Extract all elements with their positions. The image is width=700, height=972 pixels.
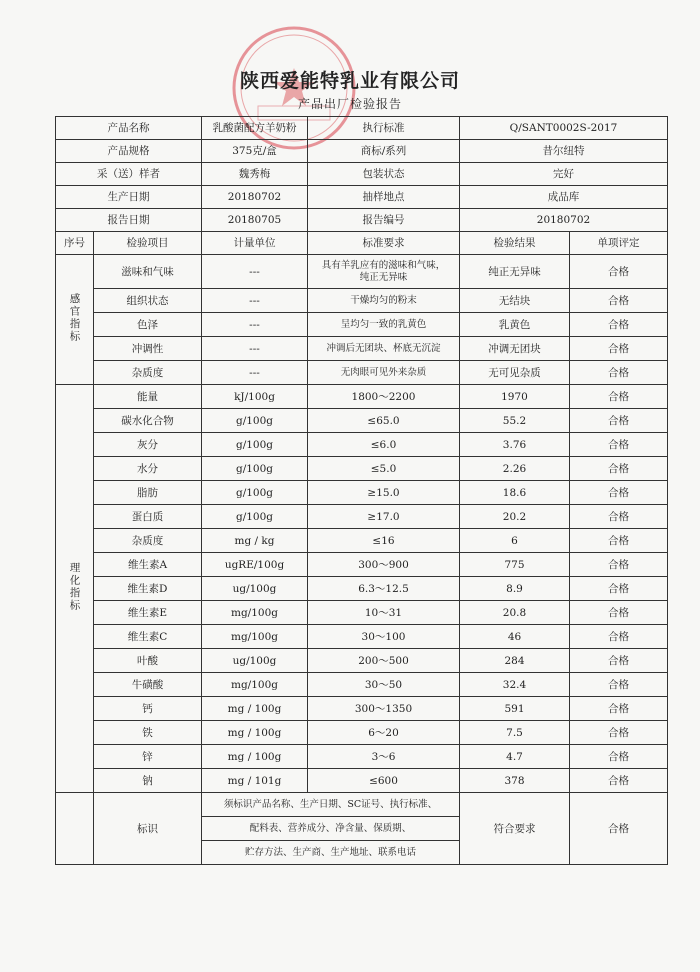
item-cell: 蛋白质: [94, 505, 202, 529]
unit-cell: g/100g: [202, 409, 308, 433]
unit-cell: ---: [202, 337, 308, 361]
result-cell: 1970: [460, 385, 570, 409]
unit-cell: ---: [202, 361, 308, 385]
requirement-cell: 无肉眼可见外来杂质: [308, 361, 460, 385]
requirement-line-1: 须标识产品名称、生产日期、SC证号、执行标准、: [202, 793, 460, 817]
result-cell: 775: [460, 553, 570, 577]
requirement-cell: ≥17.0: [308, 505, 460, 529]
evaluation-cell: 合格: [570, 721, 668, 745]
evaluation-cell: 合格: [570, 433, 668, 457]
unit-cell: ---: [202, 255, 308, 289]
evaluation-cell: 合格: [570, 697, 668, 721]
unit-cell: g/100g: [202, 457, 308, 481]
unit-cell: g/100g: [202, 481, 308, 505]
evaluation-cell: 合格: [570, 625, 668, 649]
item-cell: 维生素A: [94, 553, 202, 577]
item-cell: 组织状态: [94, 289, 202, 313]
result-cell: 2.26: [460, 457, 570, 481]
item-cell: 灰分: [94, 433, 202, 457]
table-row: [56, 505, 668, 529]
table-row: [56, 553, 668, 577]
inspection-report-table: [55, 116, 668, 865]
labeling-row: [56, 793, 668, 817]
evaluation-cell: 合格: [570, 529, 668, 553]
header-evaluation: 单项评定: [570, 232, 668, 255]
info-value: 20180702: [202, 186, 308, 209]
result-cell: 46: [460, 625, 570, 649]
unit-cell: g/100g: [202, 505, 308, 529]
item-cell: 维生素C: [94, 625, 202, 649]
evaluation-cell: 合格: [570, 505, 668, 529]
info-value: 完好: [460, 163, 668, 186]
table-row: [56, 255, 668, 289]
unit-cell: ---: [202, 313, 308, 337]
unit-cell: mg / 100g: [202, 697, 308, 721]
requirement-cell: 200～500: [308, 649, 460, 673]
evaluation-cell: 合格: [570, 361, 668, 385]
info-value: 375克/盒: [202, 140, 308, 163]
result-cell: 3.76: [460, 433, 570, 457]
info-row-production-date: [56, 186, 668, 209]
info-row-sampler: [56, 163, 668, 186]
group-physchem: [56, 385, 94, 793]
item-cell: 碳水化合物: [94, 409, 202, 433]
info-label: 采（送）样者: [56, 163, 202, 186]
evaluation-cell: 合格: [570, 601, 668, 625]
requirement-cell: ≥15.0: [308, 481, 460, 505]
unit-cell: mg/100g: [202, 601, 308, 625]
requirement-cell: 3～6: [308, 745, 460, 769]
result-cell: 591: [460, 697, 570, 721]
info-row-report-date: [56, 209, 668, 232]
column-header-row: [56, 232, 668, 255]
info-value: 20180702: [460, 209, 668, 232]
header-result: 检验结果: [460, 232, 570, 255]
header-requirement: 标准要求: [308, 232, 460, 255]
item-cell: 维生素D: [94, 577, 202, 601]
header-unit: 计量单位: [202, 232, 308, 255]
info-label: 产品规格: [56, 140, 202, 163]
info-label: 产品名称: [56, 117, 202, 140]
table-row: [56, 601, 668, 625]
result-cell: 无结块: [460, 289, 570, 313]
requirement-cell: 30～50: [308, 673, 460, 697]
requirement-line-2: 配料表、营养成分、净含量、保质期、: [202, 817, 460, 841]
seq-empty-cell: [56, 793, 94, 865]
table-row: [56, 673, 668, 697]
item-cell: 叶酸: [94, 649, 202, 673]
info-label: 抽样地点: [308, 186, 460, 209]
requirement-cell: ≤16: [308, 529, 460, 553]
table-row: [56, 385, 668, 409]
item-cell: 脂肪: [94, 481, 202, 505]
info-value: 昔尔纽特: [460, 140, 668, 163]
requirement-cell: 10～31: [308, 601, 460, 625]
table-row: [56, 625, 668, 649]
requirement-cell: ≤5.0: [308, 457, 460, 481]
evaluation-cell: 合格: [570, 385, 668, 409]
requirement-cell: 呈均匀一致的乳黄色: [308, 313, 460, 337]
requirement-line-3: 贮存方法、生产商、生产地址、联系电话: [202, 841, 460, 865]
company-name: 陕西爱能特乳业有限公司: [239, 70, 460, 92]
table-row: [56, 697, 668, 721]
info-value: 魏秀梅: [202, 163, 308, 186]
evaluation-cell: 合格: [570, 793, 668, 865]
info-label: 生产日期: [56, 186, 202, 209]
info-row-product-name: [56, 117, 668, 140]
requirement-cell: 6.3～12.5: [308, 577, 460, 601]
header-seq: 序号: [56, 232, 94, 255]
group-sensory: [56, 255, 94, 385]
item-cell: 滋味和气味: [94, 255, 202, 289]
info-label: 报告编号: [308, 209, 460, 232]
requirement-cell: 300～900: [308, 553, 460, 577]
item-cell: 铁: [94, 721, 202, 745]
item-cell: 锌: [94, 745, 202, 769]
group-physchem-label: 理化指标: [68, 562, 81, 612]
unit-cell: ---: [202, 289, 308, 313]
result-cell: 冲调无团块: [460, 337, 570, 361]
item-cell: 杂质度: [94, 529, 202, 553]
result-cell: 7.5: [460, 721, 570, 745]
table-row: [56, 337, 668, 361]
result-cell: 6: [460, 529, 570, 553]
table-row: [56, 745, 668, 769]
info-value: 成品库: [460, 186, 668, 209]
result-cell: 20.8: [460, 601, 570, 625]
info-row-spec: [56, 140, 668, 163]
evaluation-cell: 合格: [570, 745, 668, 769]
unit-cell: mg/100g: [202, 625, 308, 649]
result-cell: 乳黄色: [460, 313, 570, 337]
item-cell: 标识: [94, 793, 202, 865]
item-cell: 维生素E: [94, 601, 202, 625]
evaluation-cell: 合格: [570, 409, 668, 433]
unit-cell: ug/100g: [202, 577, 308, 601]
unit-cell: mg/100g: [202, 673, 308, 697]
result-cell: 284: [460, 649, 570, 673]
unit-cell: ugRE/100g: [202, 553, 308, 577]
item-cell: 能量: [94, 385, 202, 409]
requirement-cell: 30～100: [308, 625, 460, 649]
table-row: [56, 721, 668, 745]
requirement-cell: 具有羊乳应有的滋味和气味， 纯正无异味: [308, 255, 460, 289]
unit-cell: mg / 100g: [202, 721, 308, 745]
result-cell: 符合要求: [460, 793, 570, 865]
requirement-cell: 300～1350: [308, 697, 460, 721]
header-item: 检验项目: [94, 232, 202, 255]
table-row: [56, 361, 668, 385]
requirement-cell: ≤600: [308, 769, 460, 793]
info-value: 乳酸菌配方羊奶粉: [202, 117, 308, 140]
table-row: [56, 649, 668, 673]
result-cell: 20.2: [460, 505, 570, 529]
info-label: 包装状态: [308, 163, 460, 186]
result-cell: 纯正无异味: [460, 255, 570, 289]
table-row: [56, 769, 668, 793]
result-cell: 4.7: [460, 745, 570, 769]
table-row: [56, 289, 668, 313]
evaluation-cell: 合格: [570, 649, 668, 673]
info-label: 报告日期: [56, 209, 202, 232]
requirement-cell: 冲调后无团块、杯底无沉淀: [308, 337, 460, 361]
table-row: [56, 313, 668, 337]
requirement-cell: ≤6.0: [308, 433, 460, 457]
item-cell: 牛磺酸: [94, 673, 202, 697]
item-cell: 冲调性: [94, 337, 202, 361]
info-label: 商标/系列: [308, 140, 460, 163]
evaluation-cell: 合格: [570, 337, 668, 361]
evaluation-cell: 合格: [570, 577, 668, 601]
item-cell: 水分: [94, 457, 202, 481]
report-title: 产品出厂检验报告: [297, 97, 402, 111]
table-row: [56, 481, 668, 505]
result-cell: 378: [460, 769, 570, 793]
group-sensory-label: 感官指标: [68, 293, 81, 343]
unit-cell: ug/100g: [202, 649, 308, 673]
evaluation-cell: 合格: [570, 673, 668, 697]
result-cell: 8.9: [460, 577, 570, 601]
unit-cell: mg / kg: [202, 529, 308, 553]
info-label: 执行标准: [308, 117, 460, 140]
evaluation-cell: 合格: [570, 769, 668, 793]
item-cell: 钙: [94, 697, 202, 721]
requirement-cell: 干燥均匀的粉末: [308, 289, 460, 313]
item-cell: 杂质度: [94, 361, 202, 385]
requirement-cell: 6～20: [308, 721, 460, 745]
evaluation-cell: 合格: [570, 457, 668, 481]
result-cell: 32.4: [460, 673, 570, 697]
table-row: [56, 457, 668, 481]
info-value: Q/SANT0002S-2017: [460, 117, 668, 140]
table-row: [56, 433, 668, 457]
evaluation-cell: 合格: [570, 255, 668, 289]
item-cell: 色泽: [94, 313, 202, 337]
table-row: [56, 409, 668, 433]
result-cell: 55.2: [460, 409, 570, 433]
table-row: [56, 577, 668, 601]
requirement-cell: ≤65.0: [308, 409, 460, 433]
unit-cell: g/100g: [202, 433, 308, 457]
evaluation-cell: 合格: [570, 553, 668, 577]
evaluation-cell: 合格: [570, 313, 668, 337]
item-cell: 钠: [94, 769, 202, 793]
result-cell: 无可见杂质: [460, 361, 570, 385]
result-cell: 18.6: [460, 481, 570, 505]
info-value: 20180705: [202, 209, 308, 232]
unit-cell: kJ/100g: [202, 385, 308, 409]
table-row: [56, 529, 668, 553]
evaluation-cell: 合格: [570, 481, 668, 505]
requirement-cell: 1800～2200: [308, 385, 460, 409]
unit-cell: mg / 101g: [202, 769, 308, 793]
evaluation-cell: 合格: [570, 289, 668, 313]
unit-cell: mg / 100g: [202, 745, 308, 769]
